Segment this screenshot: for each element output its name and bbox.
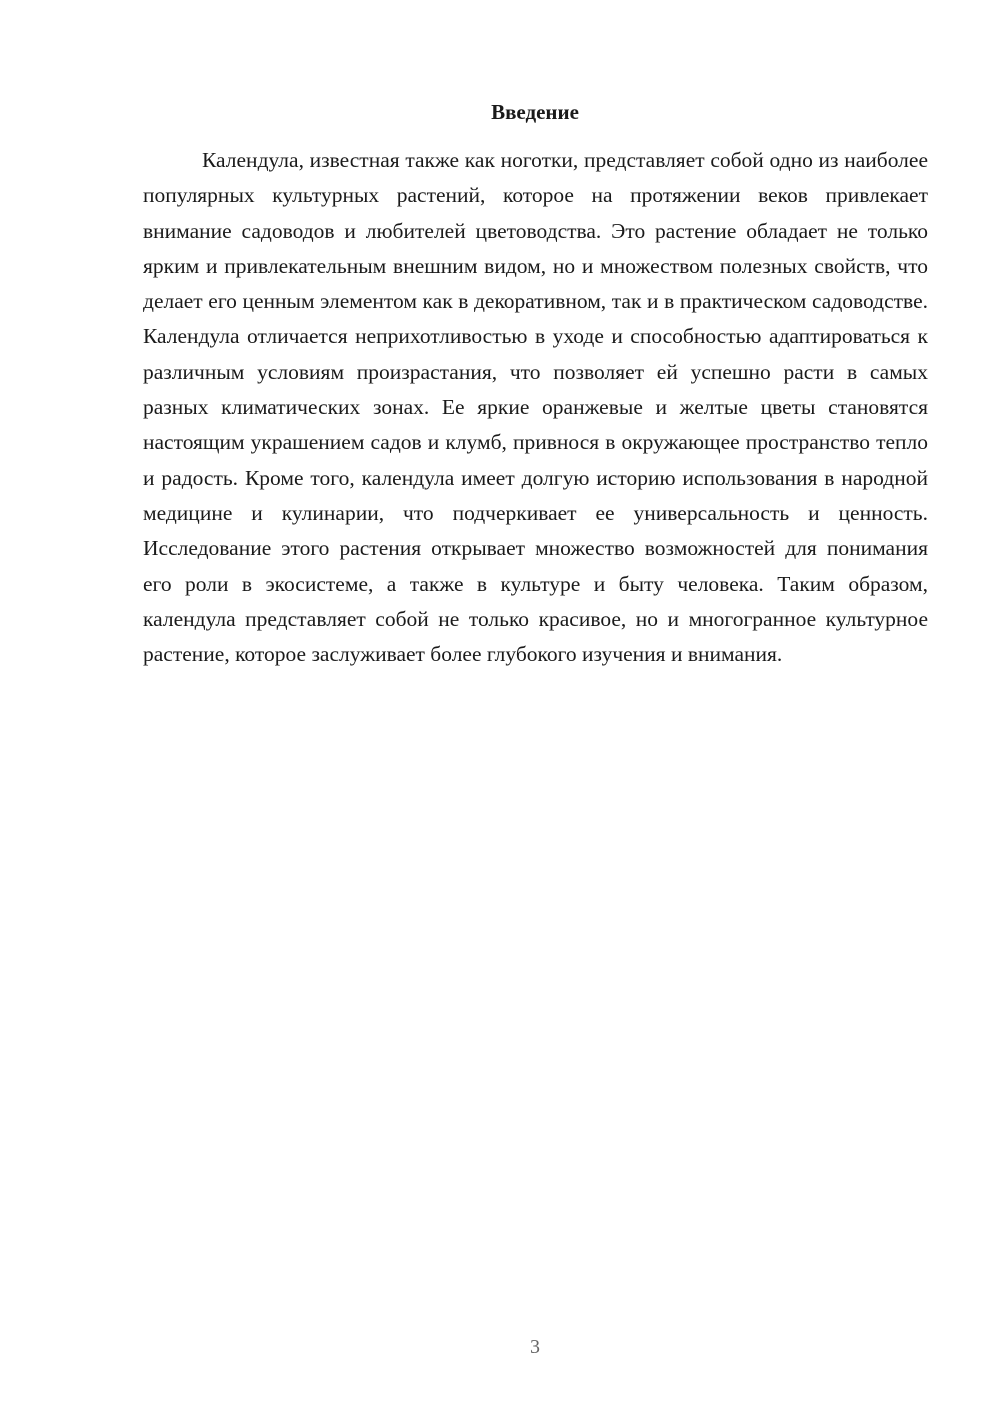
section-heading: Введение — [491, 100, 579, 124]
page-number: 3 — [530, 1336, 540, 1358]
body-paragraph: Календула, известная также как ноготки, представляет собой одно из наиболее популярных культурных растений, которое на протяжении веков привлекает внимание садоводов и любителей цветоводства. Это растение обладает не только ярким и привлекательным внешним видом, но и множеством полезных свойств, что делает его ценным элементом как в декоративном, так и в практическом садоводстве. Календула отличается неприхотливостью в уходе и способностью адаптироваться к различным условиям произрастания, что позволяет ей успешно расти в самых разных климатических зонах. Ее яркие оранжевые и желтые цветы становятся настоящим украшением садов и клумб, привнося в окружающее пространство тепло и радость. Кроме того, календула имеет долгую историю использования в народной медицине и кулинарии, что подчеркивает ее универсальность и ценность. Исследование этого растения открывает множество возможностей для понимания его роли в экосистеме, а также в культуре и быту человека. Таким образом, календула представляет собой не только красивое, но и многогранное культурное растение, которое заслуживает более глубокого изучения и внимания. — [143, 148, 928, 667]
